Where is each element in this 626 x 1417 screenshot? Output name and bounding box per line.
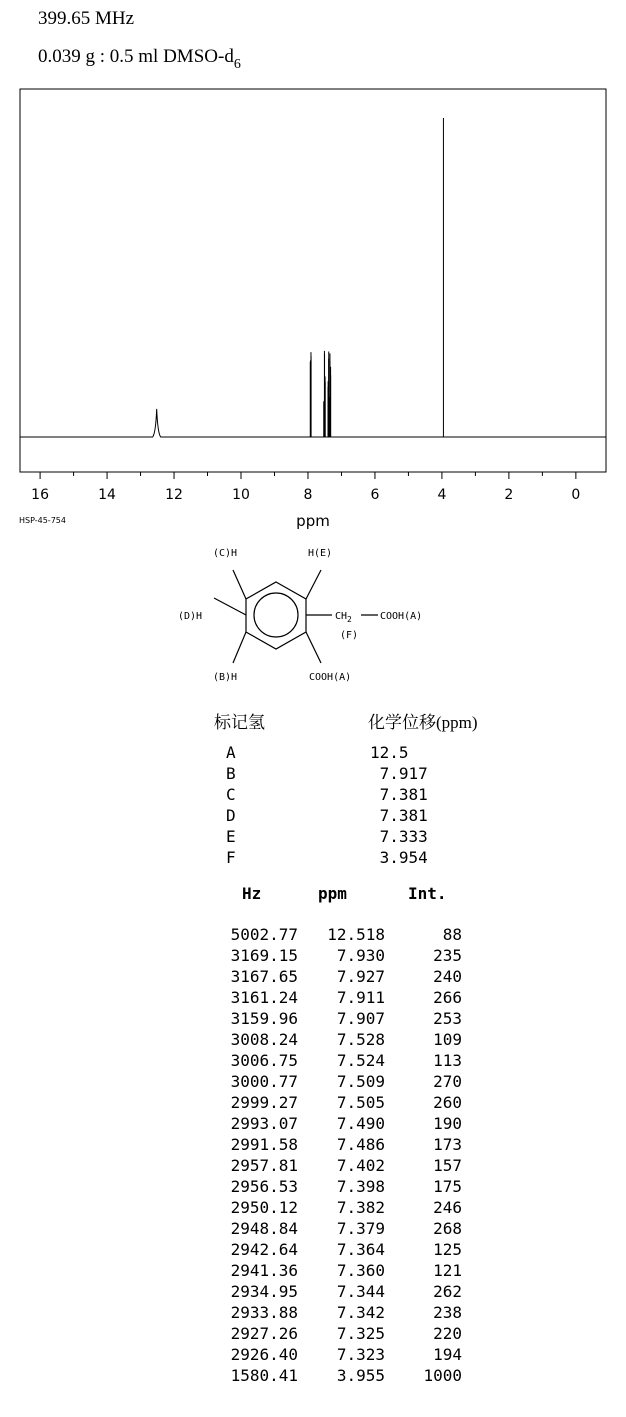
peak-hz: 5002.77	[230, 925, 298, 944]
peak-ppm: 7.490	[336, 1114, 385, 1133]
shift-row	[226, 764, 526, 785]
peak-ppm: 3.955	[336, 1366, 385, 1385]
peak-row	[200, 1072, 470, 1093]
peak-int: 270	[433, 1072, 462, 1091]
peak-int: 88	[442, 925, 462, 944]
peak-ppm: 7.325	[336, 1324, 385, 1343]
peak-ppm: 12.518	[327, 925, 385, 944]
peak-hz: 2948.84	[230, 1219, 298, 1238]
peak-row	[200, 1219, 470, 1240]
peak-table-header-ppm: ppm	[318, 884, 347, 903]
peak-row	[200, 1282, 470, 1303]
shift-label: D	[226, 806, 236, 825]
peak-ppm: 7.930	[336, 946, 385, 965]
peak-row	[200, 1198, 470, 1219]
peak-ppm: 7.398	[336, 1177, 385, 1196]
peak-ppm: 7.907	[336, 1009, 385, 1028]
shift-label: A	[226, 743, 236, 762]
shift-label: B	[226, 764, 236, 783]
peak-hz: 3006.75	[230, 1051, 298, 1070]
peak-row	[200, 925, 470, 946]
peak-ppm: 7.379	[336, 1219, 385, 1238]
shift-value: 7.333	[370, 827, 428, 846]
peak-ppm: 7.528	[336, 1030, 385, 1049]
peak-row	[200, 1303, 470, 1324]
x-tick-label: 14	[98, 487, 116, 503]
peak-hz: 2999.27	[230, 1093, 298, 1112]
peak-int: 238	[433, 1303, 462, 1322]
shift-label: C	[226, 785, 236, 804]
peak-row	[200, 988, 470, 1009]
peak-row	[200, 1030, 470, 1051]
peak-row	[200, 1261, 470, 1282]
peak-ppm: 7.486	[336, 1135, 385, 1154]
spectrum-code: HSP-45-754	[19, 516, 66, 525]
peak-int: 266	[433, 988, 462, 1007]
shift-label: F	[226, 848, 236, 867]
x-tick-label: 6	[370, 487, 380, 503]
peak-row	[200, 1114, 470, 1135]
peak-hz: 3008.24	[230, 1030, 298, 1049]
peak-row	[200, 1177, 470, 1198]
sample-subscript: 6	[233, 57, 241, 72]
peak-ppm: 7.344	[336, 1282, 385, 1301]
peak-ppm: 7.360	[336, 1261, 385, 1280]
peak-ppm: 7.927	[336, 967, 385, 986]
label-f: (F)	[340, 630, 359, 641]
shift-row	[226, 743, 526, 764]
shift-table-header-shift: 化学位移(ppm)	[368, 713, 478, 732]
peak-int: 157	[433, 1156, 462, 1175]
peak-int: 121	[433, 1261, 462, 1280]
peak-int: 240	[433, 967, 462, 986]
peak-ppm: 7.382	[336, 1198, 385, 1217]
peak-int: 194	[433, 1345, 462, 1364]
peak-int: 220	[433, 1324, 462, 1343]
peak-hz: 2941.36	[230, 1261, 298, 1280]
peak-hz: 2926.40	[230, 1345, 298, 1364]
peak-table-header-hz: Hz	[242, 884, 262, 903]
x-tick-label: 8	[303, 487, 313, 503]
label-cooh-bottom: COOH(A)	[309, 672, 352, 683]
x-tick-label: 2	[504, 487, 514, 503]
shift-label: E	[226, 827, 236, 846]
peak-hz: 3167.65	[230, 967, 298, 986]
sample-text: 0.039 g : 0.5 ml DMSO-d	[38, 46, 234, 67]
shift-value: 12.5	[370, 743, 409, 762]
peak-int: 268	[433, 1219, 462, 1238]
peak-int: 190	[433, 1114, 462, 1133]
peak-hz: 2993.07	[230, 1114, 298, 1133]
peak-hz: 2942.64	[230, 1240, 298, 1259]
shift-value: 3.954	[370, 848, 428, 867]
shift-row	[226, 827, 526, 848]
peak-ppm: 7.505	[336, 1093, 385, 1112]
peak-ppm: 7.323	[336, 1345, 385, 1364]
peak-hz: 3161.24	[230, 988, 298, 1007]
peak-ppm: 7.524	[336, 1051, 385, 1070]
peak-hz: 3000.77	[230, 1072, 298, 1091]
shift-row	[226, 785, 526, 806]
peak-hz: 2934.95	[230, 1282, 298, 1301]
label-cooh-right: COOH(A)	[380, 611, 423, 622]
peak-hz: 2950.12	[230, 1198, 298, 1217]
label-ch2: $CH_2$	[335, 611, 352, 624]
peak-hz: 2957.81	[230, 1156, 298, 1175]
peak-row	[200, 1051, 470, 1072]
peak-hz: 3159.96	[230, 1009, 298, 1028]
x-tick-label: 10	[232, 487, 250, 503]
peak-int: 246	[433, 1198, 462, 1217]
peak-ppm: 7.342	[336, 1303, 385, 1322]
peak-int: 235	[433, 946, 462, 965]
peak-row	[200, 1093, 470, 1114]
peak-row	[200, 1366, 470, 1387]
peak-row	[200, 967, 470, 988]
peak-row	[200, 1135, 470, 1156]
shift-value: 7.381	[370, 806, 428, 825]
peak-row	[200, 946, 470, 967]
peak-hz: 2933.88	[230, 1303, 298, 1322]
label-c: (C)H	[213, 548, 238, 559]
x-axis-label: ppm	[296, 512, 330, 530]
peak-int: 109	[433, 1030, 462, 1049]
peak-row	[200, 1345, 470, 1366]
peak-hz: 2927.26	[230, 1324, 298, 1343]
shift-row	[226, 806, 526, 827]
peak-int: 1000	[423, 1366, 462, 1385]
spectrometer-frequency: 399.65 MHz	[38, 8, 135, 29]
x-tick-label: 4	[437, 487, 447, 503]
peak-row	[200, 1240, 470, 1261]
peak-hz: 1580.41	[230, 1366, 298, 1385]
x-tick-label: 12	[165, 487, 183, 503]
shift-table-header-label: 标记氢	[214, 713, 265, 732]
benzene-ring	[214, 570, 378, 663]
peak-int: 173	[433, 1135, 462, 1154]
peak-int: 260	[433, 1093, 462, 1112]
peak-ppm: 7.509	[336, 1072, 385, 1091]
peak-ppm: 7.402	[336, 1156, 385, 1175]
peak-ppm: 7.911	[336, 988, 385, 1007]
peak-int: 125	[433, 1240, 462, 1259]
peak-int: 253	[433, 1009, 462, 1028]
peak-ppm: 7.364	[336, 1240, 385, 1259]
peak-table-header-int: Int.	[408, 884, 447, 903]
label-b: (B)H	[213, 672, 238, 683]
peak-int: 262	[433, 1282, 462, 1301]
peak-int: 175	[433, 1177, 462, 1196]
peak-row	[200, 1324, 470, 1345]
peak-row	[200, 1009, 470, 1030]
peak-hz: 2956.53	[230, 1177, 298, 1196]
shift-value: 7.381	[370, 785, 428, 804]
peak-row	[200, 1156, 470, 1177]
peak-hz: 3169.15	[230, 946, 298, 965]
shift-row	[226, 848, 526, 869]
molecule-structure	[0, 0, 626, 700]
shift-value: 7.917	[370, 764, 428, 783]
x-tick-label: 16	[31, 487, 50, 503]
label-e: H(E)	[308, 548, 333, 559]
peak-hz: 2991.58	[230, 1135, 298, 1154]
peak-int: 113	[433, 1051, 462, 1070]
x-tick-label: 0	[571, 487, 581, 503]
label-d: (D)H	[178, 611, 203, 622]
